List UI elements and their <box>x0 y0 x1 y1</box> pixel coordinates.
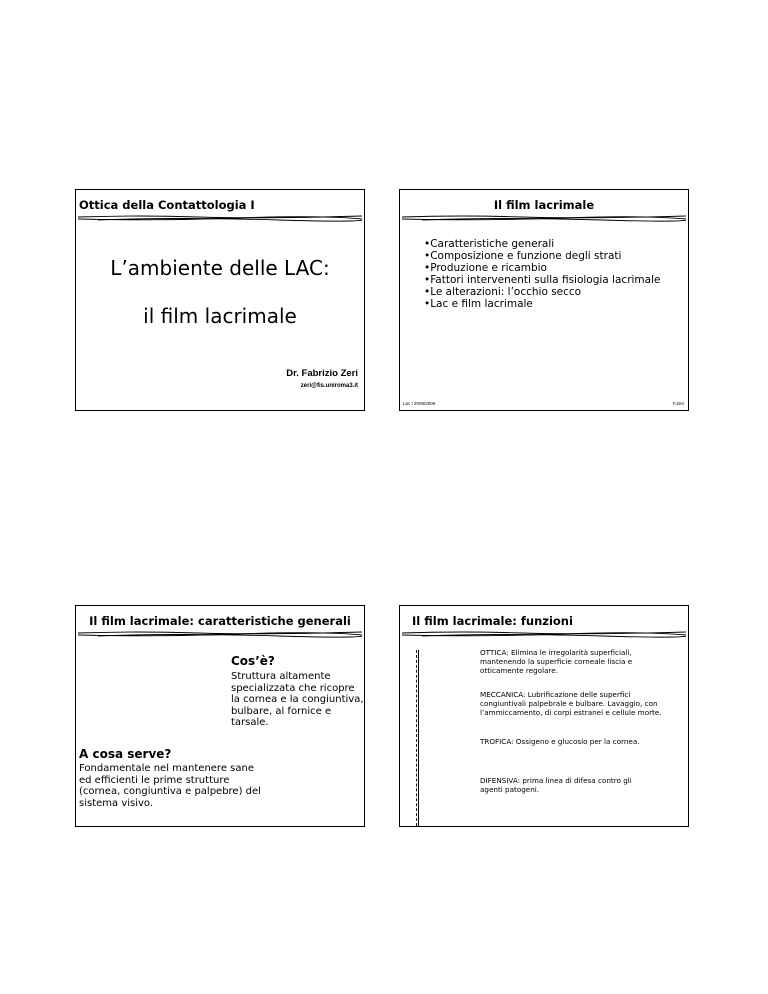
question-what: Cos’è? <box>231 654 275 668</box>
slide-functions <box>399 605 689 827</box>
author-name: Dr. Fabrizio Zeri <box>286 368 358 379</box>
main-heading-line2: il film lacrimale <box>143 304 297 328</box>
list-item: • Produzione e ricambio <box>424 262 660 274</box>
list-item: • Fattori intervenenti sulla fisiologia lacrimale <box>424 274 660 286</box>
function-mechanical: MECCANICA: Lubrificazione delle superfici congiuntivali palpebrale e bulbare. Lavaggio, con l’ammiccamento, di corpi estranei e cellule morte. <box>480 690 662 718</box>
slide-header: Il film lacrimale <box>493 198 595 212</box>
margin-line <box>418 650 419 826</box>
header-rule <box>402 630 686 638</box>
header-rule <box>78 630 362 638</box>
list-item: • Le alterazioni: l’occhio secco <box>424 286 660 298</box>
margin-line <box>416 650 417 826</box>
list-item: • Caratteristiche generali <box>424 238 660 250</box>
main-heading-line1: L’ambiente delle LAC: <box>110 256 330 280</box>
slide-title <box>75 189 365 411</box>
question-purpose: A cosa serve? <box>79 747 172 761</box>
header-rule <box>78 214 362 222</box>
header-rule <box>402 214 686 222</box>
function-trophic: TROFICA: Ossigeno e glucosio per la cornea. <box>480 737 640 746</box>
list-item: • Lac e film lacrimale <box>424 298 660 310</box>
slide-characteristics <box>75 605 365 827</box>
slide-title-header: Ottica della Contattologia I <box>79 198 255 212</box>
footer-author: F.Zeri <box>672 401 684 406</box>
topic-list <box>424 238 660 310</box>
footer-course: Lac I 2008/2009 <box>403 401 436 406</box>
slide-contents <box>399 189 689 411</box>
slide-header: Il film lacrimale: funzioni <box>412 614 573 628</box>
author-email: zeri@fis.uniroma3.it <box>300 383 358 389</box>
function-defensive: DIFENSIVA: prima linea di difesa contro gli agenti patogeni. <box>480 776 632 795</box>
list-item: • Composizione e funzione degli strati <box>424 250 660 262</box>
function-optical: OTTICA: Elimina le irregolarità superficiali, mantenendo la superficie corneale liscia e otticamente regolare. <box>480 648 633 676</box>
slide-header: Il film lacrimale: caratteristiche generali <box>89 614 351 628</box>
answer-purpose: Fondamentale nel mantenere sane ed efficienti le prime strutture (cornea, congiuntiva e palpebre) del sistema visivo. <box>79 763 261 809</box>
answer-what: Struttura altamente specializzata che ricopre la cornea e la congiuntiva, bulbare, al fornice e tarsale. <box>231 671 364 728</box>
